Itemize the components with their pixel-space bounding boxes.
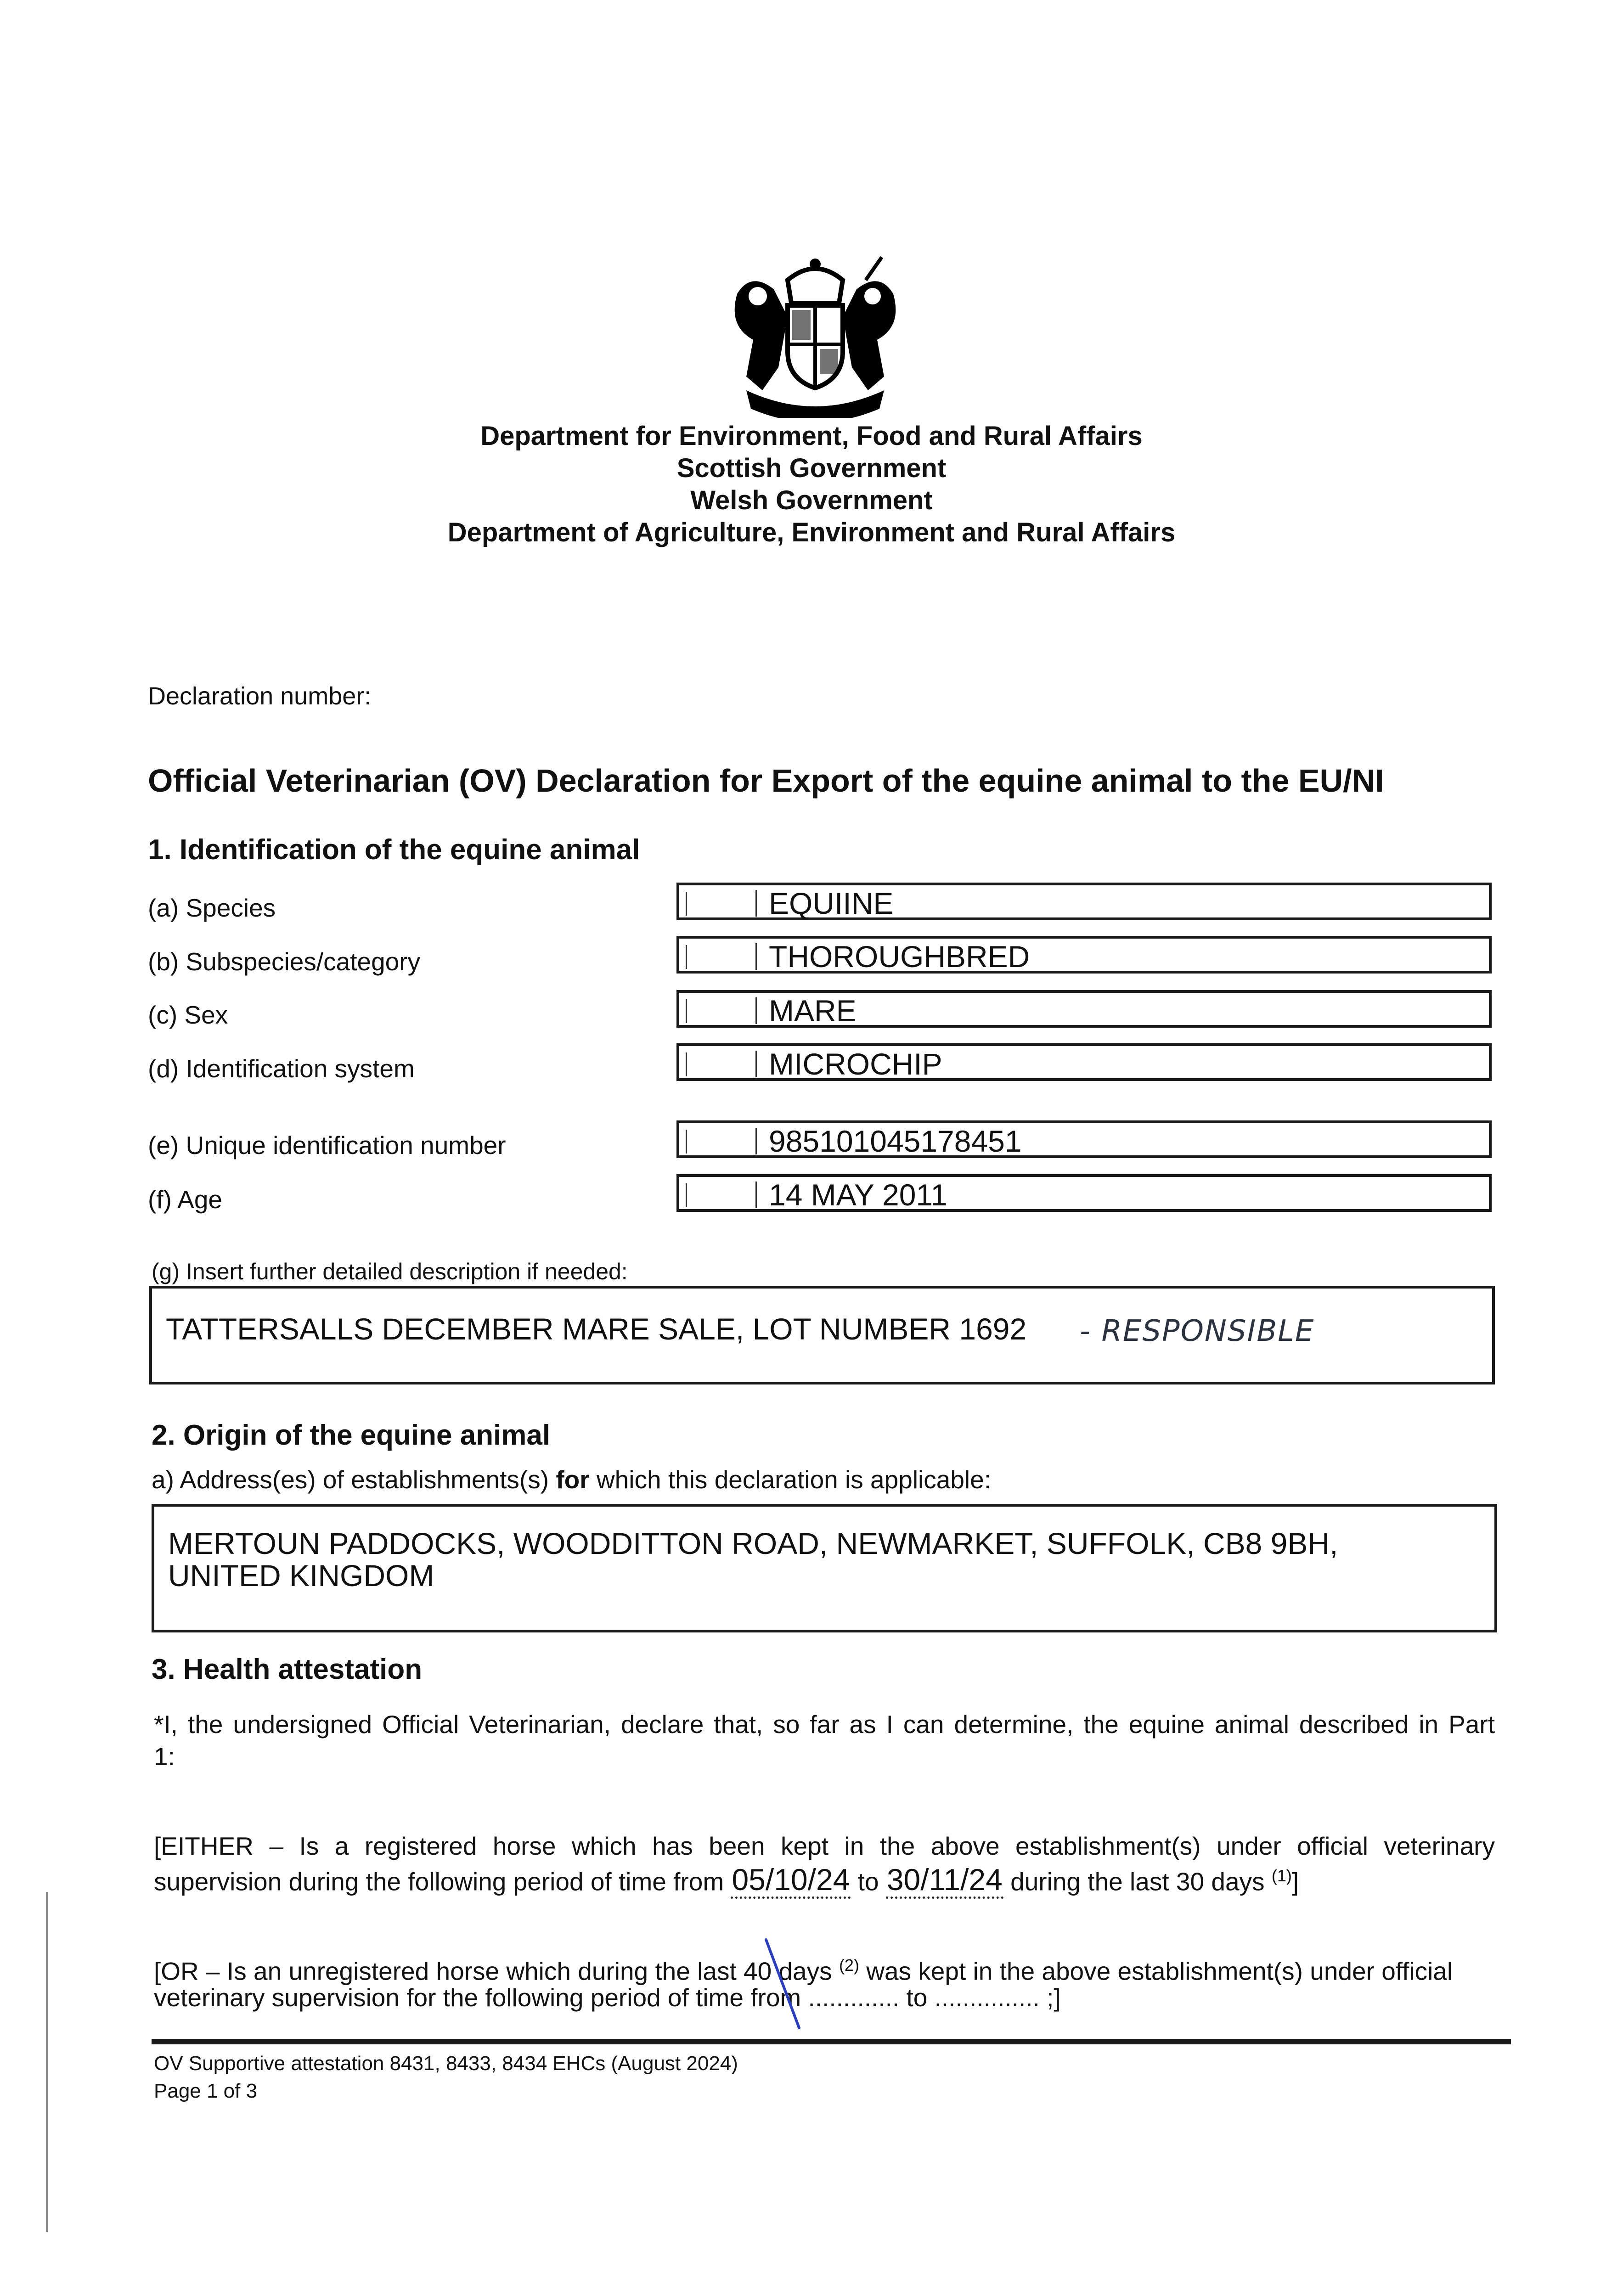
either-clause-line-2 <box>154 1860 1299 1897</box>
declaration-number-label: Declaration number: <box>148 682 372 710</box>
department-daera: Department of Agriculture, Environment and Rural Affairs <box>447 518 1176 547</box>
address-line-2: UNITED KINGDOM <box>168 1559 434 1593</box>
department-welsh-government: Welsh Government <box>690 485 933 515</box>
page-number: Page 1 of 3 <box>154 2080 258 2102</box>
attestation-intro-line-1: *I, the undersigned Official Veterinarian, declare that, so far as I can determine, the equine animal described in Part <box>154 1710 1495 1739</box>
royal-coat-of-arms-icon <box>719 253 912 418</box>
either-clause-text-end: during the last 30 days <box>1010 1867 1265 1896</box>
or-clause-line-2: veterinary supervision for the following period of time from ............. to ............... ;] <box>154 1983 1061 2012</box>
field-divider <box>755 1128 757 1154</box>
address-field[interactable] <box>152 1504 1497 1632</box>
age-value: 14 MAY 2011 <box>769 1178 947 1212</box>
unique-id-value: 985101045178451 <box>769 1124 1022 1158</box>
either-clause-text: supervision during the following period of time from <box>154 1867 724 1896</box>
department-defra: Department for Environment, Food and Rural Affairs <box>480 421 1143 451</box>
field-divider <box>686 999 687 1023</box>
description-label: (g) Insert further detailed description if needed: <box>152 1259 628 1284</box>
species-value: EQUIINE <box>769 886 894 920</box>
either-clause-line-1: [EITHER – Is a registered horse which has been kept in the above establishment(s) under official veterinary <box>154 1832 1495 1860</box>
identification-system-label: (d) Identification system <box>148 1054 415 1083</box>
address-label-text-end: which this declaration is applicable: <box>589 1465 992 1494</box>
age-field[interactable] <box>676 1174 1492 1212</box>
field-divider <box>755 997 757 1024</box>
field-divider <box>755 1182 757 1208</box>
sex-field[interactable] <box>676 990 1492 1028</box>
either-from-date[interactable]: 05/10/24 <box>731 1863 851 1899</box>
unique-id-field[interactable] <box>676 1120 1492 1158</box>
scan-edge-line <box>46 1892 48 2232</box>
field-divider <box>755 890 757 917</box>
field-divider <box>755 943 757 970</box>
address-line-1: MERTOUN PADDOCKS, WOODDITTON ROAD, NEWMARKET, SUFFOLK, CB8 9BH, <box>168 1526 1338 1560</box>
either-close-bracket: ] <box>1291 1867 1299 1896</box>
either-to-word: to <box>857 1867 879 1896</box>
field-divider <box>686 1130 687 1154</box>
section-2-heading: 2. Origin of the equine animal <box>152 1419 551 1451</box>
identification-system-field[interactable] <box>676 1043 1492 1081</box>
subspecies-field[interactable] <box>676 936 1492 974</box>
either-to-date[interactable]: 30/11/24 <box>886 1863 1003 1899</box>
or-clause-text: [OR – Is an unregistered horse which during the last 40 days <box>154 1957 832 1986</box>
page-title: Official Veterinarian (OV) Declaration for Export of the equine animal to the EU/NI <box>148 763 1384 799</box>
handwritten-annotation: - RESPONSIBLE <box>1080 1314 1315 1348</box>
description-value: TATTERSALLS DECEMBER MARE SALE, LOT NUMBER 1692 <box>166 1312 1027 1346</box>
footnote-ref-1: (1) <box>1271 1866 1292 1885</box>
sex-label: (c) Sex <box>148 1001 228 1029</box>
address-label-text: a) Address(es) of establishments(s) <box>152 1465 556 1494</box>
section-3-heading: 3. Health attestation <box>152 1654 423 1685</box>
unique-id-label: (e) Unique identification number <box>148 1131 506 1159</box>
age-label: (f) Age <box>148 1185 223 1214</box>
subspecies-label: (b) Subspecies/category <box>148 947 421 976</box>
section-1-heading: 1. Identification of the equine animal <box>148 834 640 866</box>
field-divider <box>686 1183 687 1207</box>
address-label <box>152 1465 991 1494</box>
field-divider <box>755 1051 757 1077</box>
species-field[interactable] <box>676 883 1492 920</box>
subspecies-value: THOROUGHBRED <box>769 940 1030 974</box>
strike-through-mark <box>762 1938 804 2030</box>
footnote-ref-2: (2) <box>839 1956 859 1975</box>
or-clause-text-end: was kept in the above establishment(s) under official <box>866 1957 1453 1986</box>
field-divider <box>686 945 687 969</box>
species-label: (a) Species <box>148 894 276 922</box>
field-divider <box>686 1052 687 1076</box>
footer-reference: OV Supportive attestation 8431, 8433, 8434 EHCs (August 2024) <box>154 2052 738 2075</box>
footer-divider <box>152 2039 1511 2044</box>
declaration-number-value[interactable] <box>413 682 689 709</box>
field-divider <box>686 892 687 916</box>
sex-value: MARE <box>769 994 857 1028</box>
description-field[interactable] <box>149 1286 1495 1384</box>
address-label-bold: for <box>556 1465 590 1494</box>
department-scottish-government: Scottish Government <box>676 453 947 483</box>
attestation-intro-line-2: 1: <box>154 1742 175 1771</box>
identification-system-value: MICROCHIP <box>769 1047 942 1081</box>
